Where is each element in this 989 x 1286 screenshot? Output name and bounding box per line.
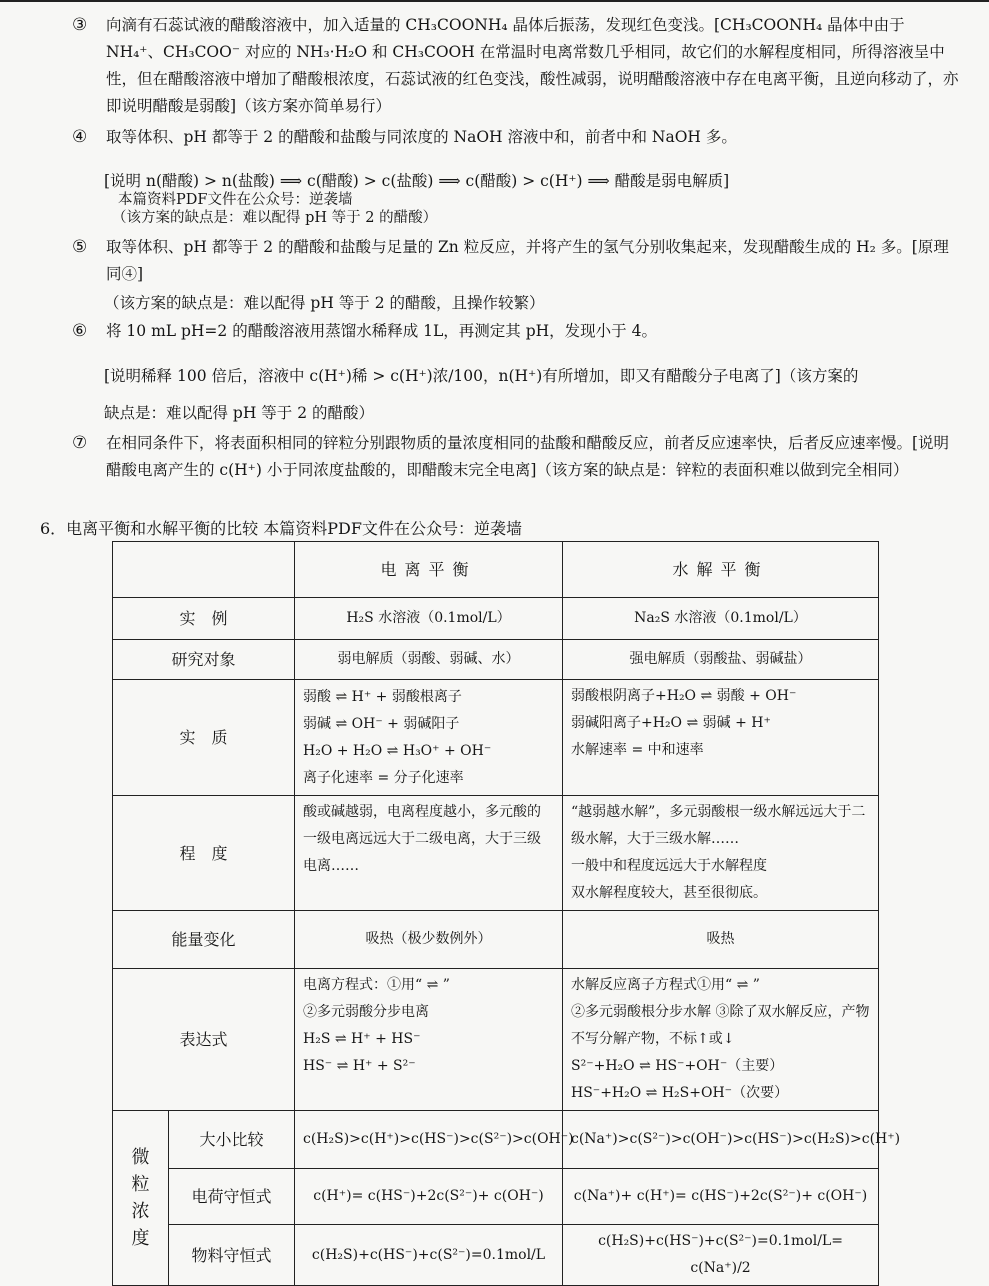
ionization-cell: H₂S 水溶液（0.1mol/L） xyxy=(295,598,563,640)
item-text: 在相同条件下，将表面积相同的锌粒分别跟物质的量浓度相同的盐酸和醋酸反应，前者反应速率快，后者反应速率慢。[说明醋酸电离产生的 c(H⁺) 小于同浓度盐酸的，即醋酸末完全电离]（该方案的缺点是：锌粒的表面积难以做到完全相同） xyxy=(106,434,950,479)
item-number: ⑤ xyxy=(72,237,88,257)
comparison-table xyxy=(112,541,901,1286)
table-row xyxy=(113,911,879,969)
header-corner-cell xyxy=(113,542,295,598)
row-label: 实 质 xyxy=(113,680,295,796)
item-text: 取等体积、pH 都等于 2 的醋酸和盐酸与同浓度的 NaOH 溶液中和，前者中和 NaOH 多。 xyxy=(106,128,737,146)
ionization-cell: c(H₂S)>c(H⁺)>c(HS⁻)>c(S²⁻)>c(OH⁻) xyxy=(295,1111,563,1169)
group-label-char: 度 xyxy=(131,1228,150,1249)
row-label: 研究对象 xyxy=(113,640,295,680)
item-6-drawback: 缺点是：难以配得 pH 等于 2 的醋酸） xyxy=(104,404,375,422)
list-item-3 xyxy=(72,12,962,120)
item-number: ③ xyxy=(72,15,88,35)
table-row xyxy=(113,1169,879,1225)
hydrolysis-cell: 吸热 xyxy=(563,911,879,969)
table-row xyxy=(113,1225,879,1286)
list-item-6 xyxy=(72,318,962,345)
row-label: 大小比较 xyxy=(169,1111,295,1169)
table-row xyxy=(113,796,879,911)
ionization-cell: 弱酸 ⇌ H⁺ + 弱酸根离子 弱碱 ⇌ OH⁻ + 弱碱阳子 H₂O + H₂O ⇌ H₃O⁺ + OH⁻ 离子化速率 = 分子化速率 xyxy=(295,680,563,796)
ionization-cell: 酸或碱越弱，电离程度越小，多元酸的一级电离远远大于二级电离，大于三级电离…… xyxy=(295,796,563,911)
hydrolysis-cell: “越弱越水解”，多元弱酸根一级水解远远大于二级水解，大于三级水解…… 一般中和程度远远大于水解程度 双水解程度较大，甚至很彻底。 xyxy=(563,796,879,911)
ionization-cell: c(H₂S)+c(HS⁻)+c(S²⁻)=0.1mol/L xyxy=(295,1225,563,1286)
row-label: 能量变化 xyxy=(113,911,295,969)
ionization-cell: 弱电解质（弱酸、弱碱、水） xyxy=(295,640,563,680)
hydrolysis-cell: Na₂S 水溶液（0.1mol/L） xyxy=(563,598,879,640)
group-label-particle-concentration xyxy=(113,1111,169,1286)
row-label: 物料守恒式 xyxy=(169,1225,295,1286)
group-label-char: 浓 xyxy=(131,1201,150,1222)
header-hydrolysis: 水解平衡 xyxy=(563,542,879,598)
hydrolysis-cell: 强电解质（弱酸盐、弱碱盐） xyxy=(563,640,879,680)
hydrolysis-cell: 水解反应离子方程式①用“ ⇌ ” ②多元弱酸根分步水解 ③除了双水解反应，产物不写分解产物，不标↑或↓ S²⁻+H₂O ⇌ HS⁻+OH⁻（主要） HS⁻+H₂O ⇌ H₂S+OH⁻（次要） xyxy=(563,969,879,1111)
row-label: 实 例 xyxy=(113,598,295,640)
item-text: 将 10 mL pH=2 的醋酸溶液用蒸馏水稀释成 1L，再测定其 pH，发现小于 4。 xyxy=(106,322,657,340)
item-number: ④ xyxy=(72,127,88,147)
table-row xyxy=(113,1111,879,1169)
item-5-drawback: （该方案的缺点是：难以配得 pH 等于 2 的醋酸，且操作较繁） xyxy=(104,294,545,312)
item-text: 取等体积、pH 都等于 2 的醋酸和盐酸与足量的 Zn 粒反应，并将产生的氢气分别收集起来，发现醋酸生成的 H₂ 多。[原理同④] xyxy=(106,238,949,283)
row-label: 表达式 xyxy=(113,969,295,1111)
list-item-7 xyxy=(72,430,962,484)
section-title: 6．电离平衡和水解平衡的比较 本篇资料PDF文件在公众号：逆袭墙 xyxy=(40,519,522,538)
hydrolysis-cell: 弱酸根阴离子+H₂O ⇌ 弱酸 + OH⁻ 弱碱阳离子+H₂O ⇌ 弱碱 + H⁺ 水解速率 = 中和速率 xyxy=(563,680,879,796)
item-6-explanation: [说明稀释 100 倍后，溶液中 c(H⁺)稀 > c(H⁺)浓/100，n(H⁺)有所增加，即又有醋酸分子电离了]（该方案的 xyxy=(104,367,859,385)
table-row xyxy=(113,640,879,680)
ionization-cell: 吸热（极少数例外） xyxy=(295,911,563,969)
group-label-char: 粒 xyxy=(131,1174,150,1195)
header-ionization: 电离平衡 xyxy=(295,542,563,598)
item-text: 向滴有石蕊试液的醋酸溶液中，加入适量的 CH₃COONH₄ 晶体后振荡，发现红色变浅。[CH₃COONH₄ 晶体中由于 NH₄⁺、CH₃COO⁻ 对应的 NH₃·H₂O 和 CH₃COOH 在常温时电离常数几乎相同，故它们的水解程度相同，所得溶液呈中性，但在醋酸溶液中增加了醋酸根浓度，石蕊试液的红色变浅，酸性减弱，说明醋酸溶液中存在电离平衡，且逆向移动了，亦即说明醋酸是弱酸]（该方案亦简单易行） xyxy=(106,16,959,115)
ionization-cell: 电离方程式：①用“ ⇌ ” ②多元弱酸分步电离 H₂S ⇌ H⁺ + HS⁻ HS⁻ ⇌ H⁺ + S²⁻ xyxy=(295,969,563,1111)
row-label: 电荷守恒式 xyxy=(169,1169,295,1225)
table-row xyxy=(113,680,879,796)
row-label: 程 度 xyxy=(113,796,295,911)
list-item-4 xyxy=(72,124,962,151)
ionization-cell: c(H⁺)= c(HS⁻)+2c(S²⁻)+ c(OH⁻) xyxy=(295,1169,563,1225)
list-item-5 xyxy=(72,234,962,288)
item-number: ⑥ xyxy=(72,321,88,341)
hydrolysis-cell: c(Na⁺)+ c(H⁺)= c(HS⁻)+2c(S²⁻)+ c(OH⁻) xyxy=(563,1169,879,1225)
hydrolysis-cell: c(H₂S)+c(HS⁻)+c(S²⁻)=0.1mol/L= c(Na⁺)/2 xyxy=(563,1225,879,1286)
table-header-row xyxy=(113,542,879,598)
hydrolysis-cell: c(Na⁺)>c(S²⁻)>c(OH⁻)>c(HS⁻)>c(H₂S)>c(H⁺) xyxy=(563,1111,879,1169)
watermark-note: 本篇资料PDF文件在公众号：逆袭墙 xyxy=(118,192,353,208)
table-row xyxy=(113,598,879,640)
item-number: ⑦ xyxy=(72,433,88,453)
item-4-drawback: （该方案的缺点是：难以配得 pH 等于 2 的醋酸） xyxy=(112,210,438,226)
table-row xyxy=(113,969,879,1111)
item-4-explanation: [说明 n(醋酸) > n(盐酸) ⟹ c(醋酸) > c(盐酸) ⟹ c(醋酸) > c(H⁺) ⟹ 醋酸是弱电解质] xyxy=(104,172,730,190)
group-label-char: 微 xyxy=(131,1147,150,1168)
